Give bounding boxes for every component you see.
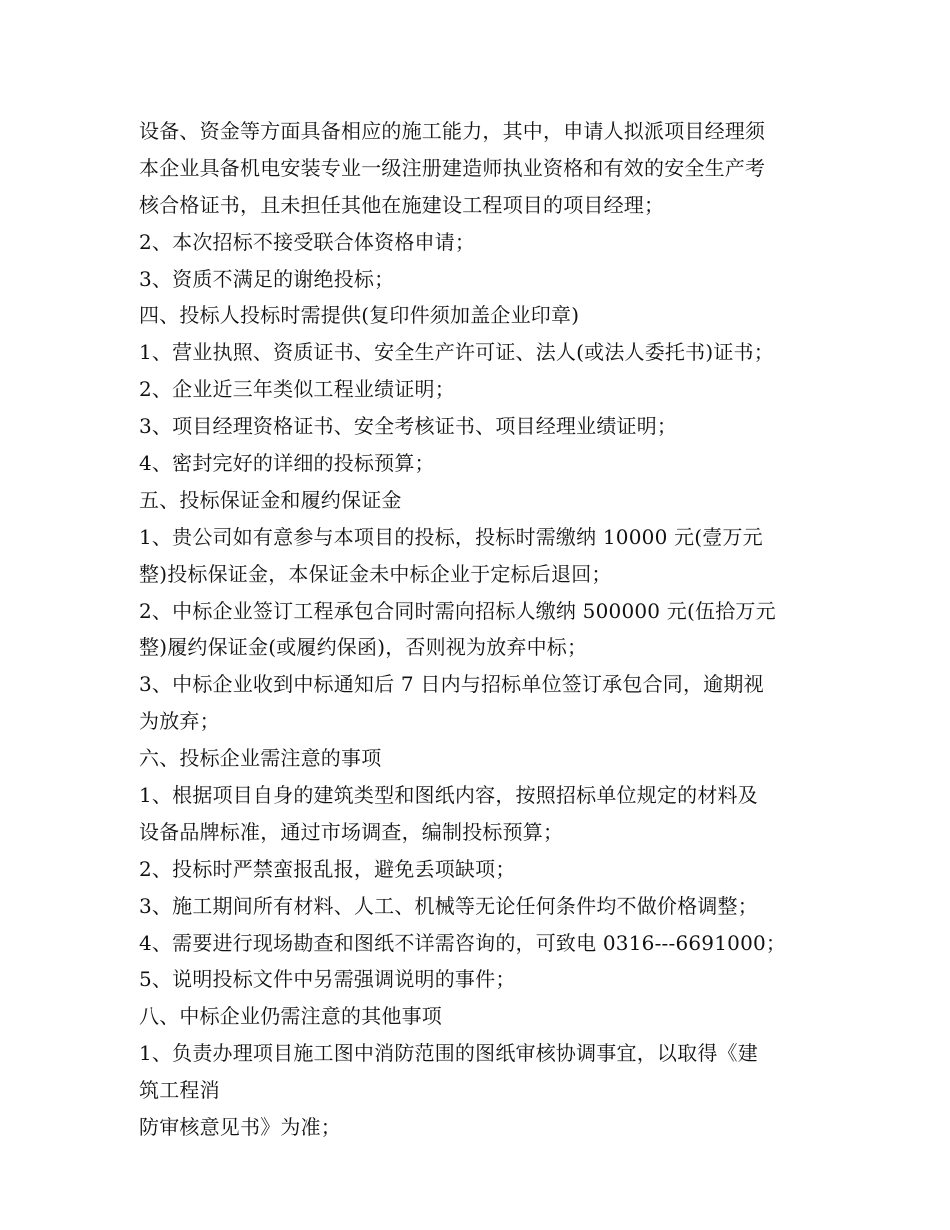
text-line: 4、需要进行现场勘查和图纸不详需咨询的，可致电 0316---6691000； bbox=[139, 930, 787, 955]
text-line: 4、密封完好的详细的投标预算； bbox=[139, 451, 435, 476]
section-heading: 六、投标企业需注意的事项 bbox=[139, 746, 382, 771]
text-line: 为放弃； bbox=[139, 709, 220, 734]
text-line: 核合格证书，且未担任其他在施建设工程项目的项目经理； bbox=[139, 192, 665, 217]
text-line: 1、贵公司如有意参与本项目的投标，投标时需缴纳 10000 元(壹万元 bbox=[139, 524, 763, 549]
text-line: 筑工程消 bbox=[139, 1078, 220, 1103]
document-body bbox=[139, 113, 819, 1146]
text-line: 整)投标保证金，本保证金未中标企业于定标后退回； bbox=[139, 561, 612, 586]
text-line: 设备、资金等方面具备相应的施工能力，其中，申请人拟派项目经理须 bbox=[139, 119, 766, 143]
section-heading: 五、投标保证金和履约保证金 bbox=[139, 487, 402, 512]
text-line: 3、施工期间所有材料、人工、机械等无论任何条件均不做价格调整； bbox=[139, 893, 758, 918]
text-line: 3、项目经理资格证书、安全考核证书、项目经理业绩证明； bbox=[139, 414, 678, 439]
text-line: 2、投标时严禁蛮报乱报，避免丢项缺项； bbox=[139, 856, 516, 881]
text-line: 3、资质不满足的谢绝投标； bbox=[139, 266, 395, 291]
text-line: 防审核意见书》为准； bbox=[139, 1115, 341, 1140]
text-line: 整)履约保证金(或履约保函)，否则视为放弃中标； bbox=[139, 635, 588, 660]
text-line: 2、本次招标不接受联合体资格申请； bbox=[139, 229, 476, 254]
text-line: 1、根据项目自身的建筑类型和图纸内容，按照招标单位规定的材料及 bbox=[139, 783, 758, 808]
text-line: 1、营业执照、资质证书、安全生产许可证、法人(或法人委托书)证书； bbox=[139, 340, 774, 365]
text-line: 设备品牌标准，通过市场调查，编制投标预算； bbox=[139, 819, 564, 844]
section-heading: 四、投标人投标时需提供(复印件须加盖企业印章) bbox=[139, 303, 580, 328]
section-heading: 八、中标企业仍需注意的其他事项 bbox=[139, 1004, 442, 1029]
text-line: 2、企业近三年类似工程业绩证明； bbox=[139, 377, 455, 402]
text-line: 5、说明投标文件中另需强调说明的事件； bbox=[139, 967, 516, 992]
text-line: 1、负责办理项目施工图中消防范围的图纸审核协调事宜，以取得《建 bbox=[139, 1041, 758, 1066]
text-line: 3、中标企业收到中标通知后 7 日内与招标单位签订承包合同，逾期视 bbox=[139, 672, 764, 697]
text-line: 本企业具备机电安装专业一级注册建造师执业资格和有效的安全生产考 bbox=[139, 155, 766, 180]
text-line: 2、中标企业签订工程承包合同时需向招标人缴纳 500000 元(伍拾万元 bbox=[139, 598, 776, 623]
